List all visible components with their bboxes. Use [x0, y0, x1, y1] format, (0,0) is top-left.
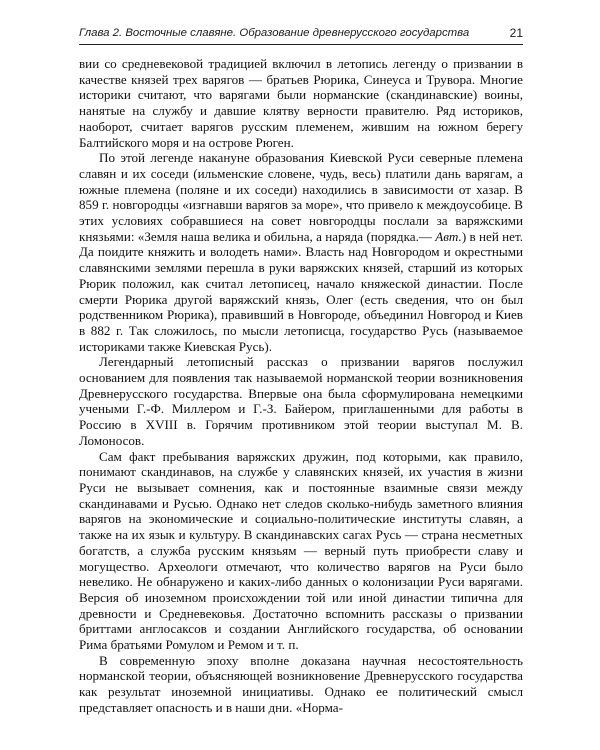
running-title: Глава 2. Восточные славяне. Образование древнерусского государства — [79, 27, 470, 39]
running-header — [79, 24, 523, 42]
paragraph-legend-part-1: По этой легенде накануне образования Киевской Руси северные племена славян и их соседи (ильменские словене, чудь, весь) платили дань варягам, а южные племена (поляне и их соседи) находились в зависимости от хазар. В 859 г. новгородцы «изгнавши варягов за море», что привело к междоусобице. В этих условиях собравшиеся на совет новгородцы послали за варяжскими князьями: «Земля наша велика и обильна, а наряда (порядка.— — [79, 150, 523, 244]
page-number: 21 — [509, 26, 523, 40]
header-rule — [79, 44, 523, 45]
paragraph-norman-theory: Легендарный летописный рассказ о призвании варягов послужил основанием для появления так называемой норманской теории возникновения Древнерусского государства. Впервые она была сформулирована немецкими учеными Г.-Ф. Миллером и Г.-З. Байером, приглашенными для работы в Россию в XVIII в. Горячим противником этой теории выступал М. В. Ломоносов. — [79, 354, 523, 448]
author-note: Авт. — [435, 228, 462, 244]
paragraph-legend-part-2: ) в ней нет. Да поидите княжить и володеть нами». Власть над Новгородом и окрестными славянскими землями перешла в руки варяжских князей, старший из которых Рюрик положил, как считал летописец, начало княжеской династии. После смерти Рюрика другой варяжский князь, Олег (есть сведения, что он был родственником Рюрика), правивший в Новгороде, объединил Новгород и Киев в 882 г. Так сложилось, по мысли летописца, государство Русь (называемое историками также Киевская Русь). — [79, 228, 523, 354]
paragraph-varangian-druzhina: Сам факт пребывания варяжских дружин, под которыми, как правило, понимают скандинавов, на службе у славянских князей, их участия в жизни Руси не вызывает сомнения, как и постоянные взаимные связи между скандинавами и Русью. Однако нет следов сколько-нибудь заметного влияния варягов на экономические и социально-политические институты славян, а также на их язык и культуру. В скандинавских сагах Русь — страна несметных богатств, а служба русским князьям — верный путь приобрести славу и могущество. Археологи отмечают, что количество варягов на Руси было невелико. Не обнаружено и каких-либо данных о колонизации Руси варягами. Версия об иноземном происхождении той или иной династии типична для древности и Средневековья. Достаточно вспомнить рассказы о призвании бриттами англосаксов и создании Английского государства, об основании Рима братьями Ромулом и Ремом и т. п. — [79, 448, 523, 653]
paragraph-modern-era: В современную эпоху вполне доказана научная несостоятельность норманской теории, объясняющей возникновение Древнерусского государства как результат иноземной инициативы. Однако ее политический смысл представляет опасность и в наши дни. «Норма- — [79, 652, 523, 715]
paragraph-continued: вии со средневековой традицией включил в летопись легенду о призвании в качестве князей трех варягов — братьев Рюрика, Синеуса и Трувора. Многие историки считают, что варягами были норманские (скандинавские) воины, нанятые на службу и давшие клятву верности правителю. Ряд историков, наоборот, считает варягов русским племенем, жившим на южном берегу Балтийского моря и на острове Рюген. — [79, 56, 523, 150]
paragraph-legend — [79, 150, 523, 354]
body-text — [79, 56, 523, 716]
